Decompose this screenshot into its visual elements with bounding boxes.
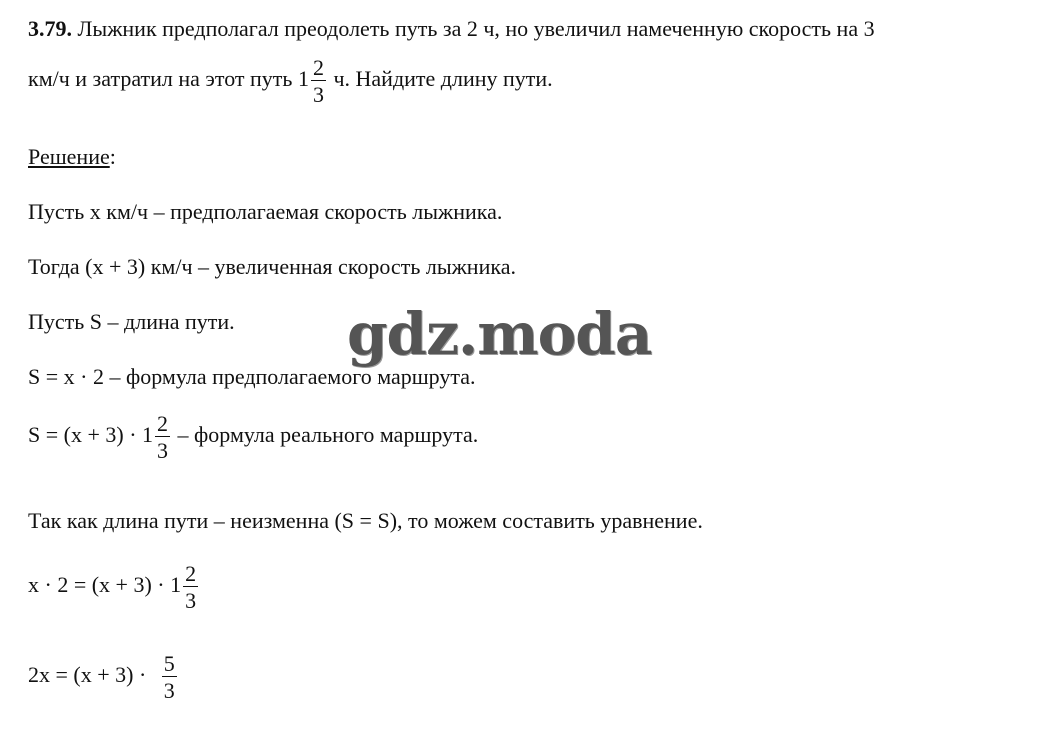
problem-text-1: Лыжник предполагал преодолеть путь за 2 ч, но увеличил намеченную скорость на 3 [77,16,875,41]
equation-2: 2x = (x + 3) · $\frac{5}{3}$ [28,651,175,704]
solution-heading-text: Решение [28,144,110,169]
fraction: $\frac{2}{3}$ [157,411,169,464]
problem-number: 3.79. [28,16,72,41]
solution-line-3: Пусть S – длина пути. [28,309,235,334]
fraction: $\frac{5}{3}$ [163,651,175,704]
solution-line-6: Так как длина пути – неизменна (S = S), то можем составить уравнение. [28,508,703,533]
problem-line-1 [28,18,875,40]
problem-text-2b: ч. Найдите длину пути. [333,66,553,92]
fraction: $\frac{2}{3}$ [185,561,197,614]
solution-line-5: S = (x + 3) · 1 $\frac{2}{3}$ – формула реального маршрута. [28,411,479,464]
fraction: $\frac{2}{3}$ [312,55,324,108]
solution-line-4: S = x · 2 – формула предполагаемого маршрута. [28,364,476,389]
solution-line-2: Тогда (x + 3) км/ч – увеличенная скорость лыжника. [28,254,516,279]
problem-line-2 [28,56,553,106]
solution-line-1: Пусть x км/ч – предполагаемая скорость лыжника. [28,199,503,224]
watermark: gdz.moda [347,300,652,368]
equation-1: x · 2 = (x + 3) · 1 $\frac{2}{3}$ [28,561,197,614]
solution-heading: Решение: [28,144,116,169]
problem-text-2a: км/ч и затратил на этот путь 1 [28,66,309,92]
